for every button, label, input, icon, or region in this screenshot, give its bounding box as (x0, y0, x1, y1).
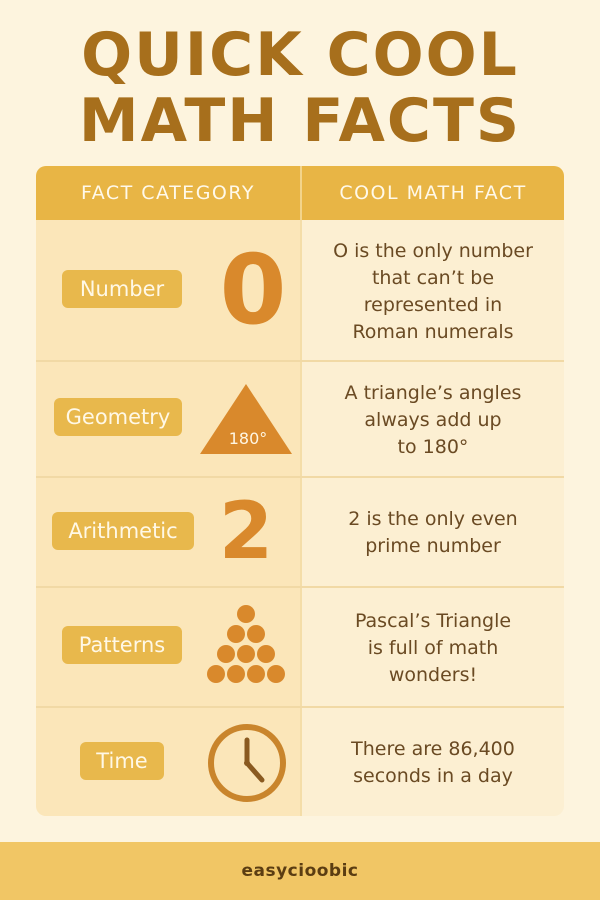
zero-numeral: 0 (219, 234, 287, 346)
triangle-icon (196, 378, 296, 458)
header-category: FACT CATEGORY (81, 182, 255, 204)
clock-icon (202, 718, 292, 808)
category-badge-number: Number (62, 270, 182, 308)
table-header (36, 166, 564, 220)
category-badge-patterns: Patterns (62, 626, 182, 664)
fact-text-number: O is the only number that can’t be represented in Roman numerals (333, 240, 533, 343)
title-line-1: QUICK COOL (81, 20, 519, 90)
header-fact: COOL MATH FACT (339, 182, 527, 204)
category-badge-time: Time (80, 742, 164, 780)
fact-text-arithmetic: 2 is the only even prime number (348, 508, 518, 557)
table-row-arithmetic (36, 478, 564, 586)
svg-text:180°: 180° (228, 429, 268, 448)
table-row-number (36, 220, 564, 360)
footer-bar (0, 842, 600, 900)
title-line-2: MATH FACTS (78, 86, 522, 156)
fact-text-patterns: Pascal’s Triangle is full of math wonders! (354, 610, 512, 686)
facts-table (36, 166, 564, 816)
table-row-time (36, 708, 564, 816)
table-row-geometry (36, 362, 564, 476)
table-row-patterns (36, 588, 564, 706)
category-badge-geometry: Geometry (54, 398, 182, 436)
dot-pyramid-icon (196, 600, 296, 696)
brand-logo-text: easycioobic (241, 861, 359, 881)
fact-text-geometry: A triangle’s angles always add up to 180° (344, 382, 522, 458)
two-numeral: 2 (218, 487, 274, 577)
category-badge-arithmetic: Arithmetic (52, 512, 194, 550)
fact-text-time: There are 86,400 seconds in a day (351, 738, 515, 787)
page-title (0, 22, 600, 154)
